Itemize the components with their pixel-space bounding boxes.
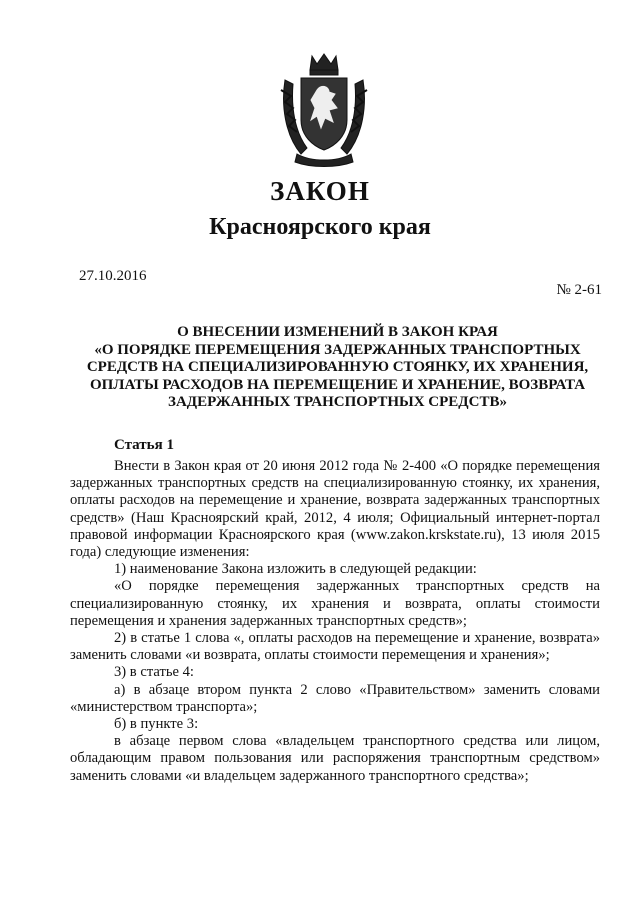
heading-line: ОПЛАТЫ РАСХОДОВ НА ПЕРЕМЕЩЕНИЕ И ХРАНЕНИЕ, ВОЗВРАТА — [89, 376, 586, 393]
article-paragraph: 1) наименование Закона изложить в следующей редакции: — [114, 561, 477, 578]
heading-line: «О ПОРЯДКЕ ПЕРЕМЕЩЕНИЯ ЗАДЕРЖАННЫХ ТРАНСПОРТНЫХ — [94, 341, 581, 358]
article-body — [70, 458, 600, 785]
article-paragraph: б) в пункте 3: — [114, 716, 199, 733]
article-paragraph: 2) в статье 1 слова «, оплаты расходов на перемещение и хранение, возврата» заменить словами «и возврата, оплаты стоимости перемещения и хранения»; — [70, 630, 600, 664]
article-paragraph: в абзаце первом слова «владельцем транспортного средства или лицом, обладающим правом пользования или распоряжения транспортным средством» заменить словами «и владельцем задержанного транспортного средства»; — [70, 733, 600, 784]
article-paragraph: Внести в Закон края от 20 июня 2012 года № 2-400 «О порядке перемещения задержанных транспортных средств на специализированную стоянку, их хранения, оплаты расходов на перемещение и хранение, возврата задержанных транспортных средств» (Наш Красноярский край, 2012, 4 июля; Официальный интернет-портал правовой информации Красноярского края (www.zakon.krskstate.ru), 13 июля 2015 года) следующие изменения: — [70, 458, 600, 561]
article-paragraph: 3) в статье 4: — [114, 664, 194, 681]
document-subtitle: Красноярского края — [209, 214, 431, 240]
article-paragraph: «О порядке перемещения задержанных транспортных средств на специализированную стоянку, их хранения и возврата, оплаты стоимости перемещения и хранения задержанных транспортных средств»; — [70, 578, 600, 629]
heading-line: О ВНЕСЕНИИ ИЗМЕНЕНИЙ В ЗАКОН КРАЯ — [177, 324, 498, 340]
law-heading — [70, 324, 605, 412]
article-paragraph: а) в абзаце втором пункта 2 слово «Правительством» заменить словами «министерством транспорта»; — [70, 681, 600, 715]
heading-line: СРЕДСТВ НА СПЕЦИАЛИЗИРОВАННУЮ СТОЯНКУ, ИХ ХРАНЕНИЯ, — [86, 359, 589, 375]
heading-line: ЗАДЕРЖАННЫХ ТРАНСПОРТНЫХ СРЕДСТВ» — [168, 394, 507, 410]
document-number: № 2-61 — [556, 282, 602, 298]
document-date: 27.10.2016 — [79, 268, 147, 284]
krasnoyarsk-coat-of-arms-icon — [277, 50, 371, 168]
document-title: ЗАКОН — [270, 176, 370, 206]
article-title: Статья 1 — [114, 437, 174, 453]
